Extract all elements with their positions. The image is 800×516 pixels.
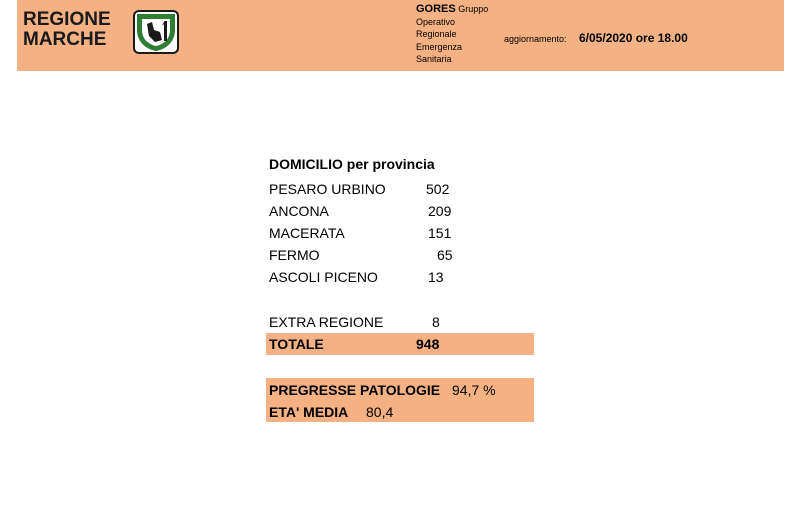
gores-line-0: Gruppo xyxy=(458,4,489,14)
gores-line-1: Operativo xyxy=(416,16,456,27)
gores-line-2: Regionale xyxy=(416,29,457,40)
province-row xyxy=(269,245,534,265)
eta-row xyxy=(269,402,534,422)
domicilio-title: DOMICILIO per provincia xyxy=(269,156,435,172)
update-value: 6/05/2020 ore 18.00 xyxy=(579,31,688,45)
province-row xyxy=(269,201,534,221)
extra-regione-value: 8 xyxy=(432,314,440,330)
province-name: MACERATA xyxy=(269,225,345,241)
province-row xyxy=(269,223,534,243)
gores-title: GORES xyxy=(416,3,456,15)
total-value: 948 xyxy=(416,336,440,352)
pregresse-value: 94,7 % xyxy=(452,382,496,398)
province-value: 209 xyxy=(428,203,452,219)
province-name: ANCONA xyxy=(269,203,329,219)
regione-marche-logo xyxy=(23,10,183,56)
gores-block xyxy=(416,3,488,66)
logo-line-1: REGIONE xyxy=(23,9,111,30)
province-value: 65 xyxy=(437,247,453,263)
total-row xyxy=(269,334,534,354)
province-name: ASCOLI PICENO xyxy=(269,269,378,285)
pregresse-label: PREGRESSE PATOLOGIE xyxy=(269,382,441,398)
province-row xyxy=(269,267,534,287)
eta-label: ETA' MEDIA xyxy=(269,404,349,420)
province-value: 151 xyxy=(428,225,452,241)
province-value: 13 xyxy=(428,269,444,285)
extra-regione-label: EXTRA REGIONE xyxy=(269,314,384,330)
province-row xyxy=(269,179,534,199)
regione-emblem-icon xyxy=(133,10,179,54)
province-name: PESARO URBINO xyxy=(269,181,386,197)
extra-regione-row xyxy=(269,312,534,332)
total-label: TOTALE xyxy=(269,336,324,352)
province-name: FERMO xyxy=(269,247,320,263)
header-bar xyxy=(17,0,784,71)
logo-line-2: MARCHE xyxy=(23,29,107,50)
gores-line-4: Sanitaria xyxy=(416,54,452,65)
gores-line-3: Emergenza xyxy=(416,41,463,52)
eta-value: 80,4 xyxy=(366,404,394,420)
update-label: aggiornamento: xyxy=(504,34,567,44)
province-value: 502 xyxy=(426,181,450,197)
pregresse-row xyxy=(269,380,534,400)
